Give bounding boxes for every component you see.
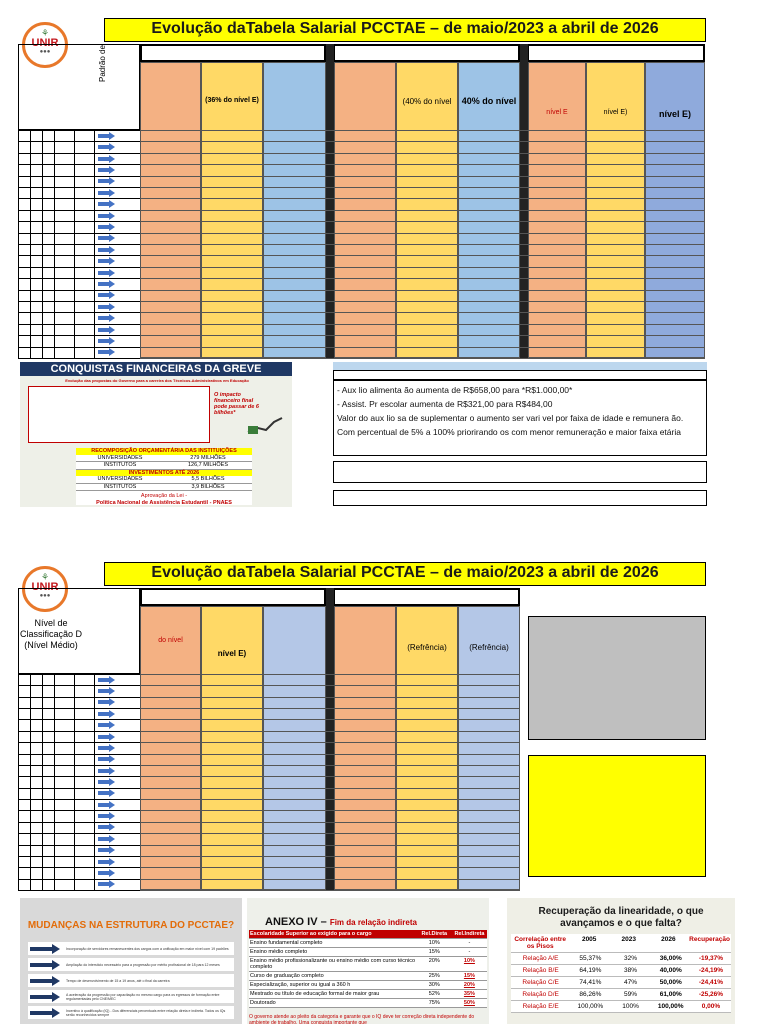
arrow-right-icon (98, 348, 116, 356)
row-line (140, 788, 520, 789)
arrow-right-icon (98, 846, 116, 854)
left-rows-block-2 (18, 674, 140, 890)
anexo-cell: 10% (428, 940, 440, 946)
arrow-right-icon (98, 687, 116, 695)
arrow-right-icon (98, 880, 116, 888)
row-line (140, 810, 520, 811)
anexo-cell: Doutorado (250, 1000, 276, 1006)
anexo-cell: - (468, 940, 471, 946)
arrow-right-icon (98, 778, 116, 786)
greve-title: CONQUISTAS FINANCEIRAS DA GREVE (20, 362, 292, 376)
mudancas-list (28, 942, 234, 1022)
row-line (140, 754, 520, 755)
recup-cell: 59% (624, 991, 638, 998)
anexo-table (249, 930, 487, 1008)
arrow-right-icon (98, 280, 116, 288)
col-label-8: nível E) (217, 649, 247, 658)
col-label-4: nível E (546, 109, 568, 116)
anexo-cell: Especialização, superior ou igual a 360 h (250, 982, 351, 988)
grid-cell (74, 347, 95, 359)
recup-cell: -24,19% (698, 967, 724, 974)
unir-logo: ⚘ UNIR ●●● (22, 22, 68, 68)
arrow-right-icon (98, 869, 116, 877)
recup-row (511, 977, 731, 989)
recup-cell: 2026 (661, 936, 676, 943)
mudancas-item-text: Ampliação do interstício necessário para a progressão por mérito profissional de 18 para 12 meses (66, 962, 220, 967)
info-line-1: - Aux lio alimenta ão aumenta de R$658,00 para *R$1.000,00* (337, 385, 573, 395)
recup-cell: 32% (624, 955, 638, 962)
row-line (140, 141, 705, 142)
info-empty-box-1 (333, 461, 707, 483)
arrow-right-icon (98, 291, 116, 299)
recomp-row-inst: INSTITUTOS 126,7 MILHÕES (76, 462, 252, 470)
info-blue-strip (333, 362, 707, 370)
info-empty-box-2 (333, 490, 707, 506)
side-label: Padrão de (98, 45, 107, 82)
grid-cell (54, 347, 75, 359)
row-line (140, 312, 705, 313)
mudancas-item-text: Incentivo à qualificação (IQ) - Dos diferenciais percentuais entre relação direta e indireta. Todos os IQs serão reconhecidos sempre (66, 1008, 226, 1017)
mudancas-title: MUDANÇAS NA ESTRUTURA DO PCCTAE? (27, 920, 235, 931)
arrow-right-icon (98, 177, 116, 185)
anexo-header-row (249, 930, 487, 939)
arrow-right-icon (28, 1008, 62, 1018)
row-line (140, 358, 705, 359)
col-label-2: (40% do nível (402, 97, 452, 106)
mudancas-item (28, 990, 234, 1003)
recup-cell: Relação E/E (522, 1003, 559, 1010)
recup-table (511, 934, 731, 1013)
greve-panel (20, 362, 292, 507)
recup-cell: 100% (622, 1003, 639, 1010)
recup-row (511, 965, 731, 977)
recomp-row-univ: UNIVERSIDADES 279 MILHÕES (76, 455, 252, 463)
arrow-right-icon (98, 733, 116, 741)
row-line (140, 290, 705, 291)
row-line (140, 244, 705, 245)
mudancas-item-text: A aceleração da progressão por capacitação no mesmo cargo para os egressos de formação entre regulamentadas pelo CNE/MEC (66, 992, 220, 1001)
anexo-cell: 50% (463, 1000, 475, 1006)
header-box-4 (140, 588, 326, 606)
anexo-cell: 52% (428, 991, 440, 997)
arrow-right-icon (28, 992, 62, 1002)
header-box-2 (333, 44, 520, 62)
recup-cell: -24,41% (698, 979, 724, 986)
row-line (140, 198, 705, 199)
mudancas-item-text: Tempo de desenvolvimento de 15 a 19 anos, até o final da carreira (66, 978, 170, 983)
arrow-right-icon (98, 257, 116, 265)
arrow-right-icon (98, 326, 116, 334)
recup-cell: 36,00% (659, 955, 682, 962)
row-line (140, 164, 705, 165)
recup-cell: 50,00% (659, 979, 682, 986)
greve-budget-table (76, 448, 252, 505)
arrow-right-icon (98, 721, 116, 729)
unir-logo-2: ⚘ UNIR ●●● (22, 566, 68, 612)
recup-row (511, 1001, 731, 1013)
recup-cell: Relação B/E (522, 967, 559, 974)
row-line (140, 267, 705, 268)
recup-panel (507, 898, 735, 1024)
recup-cell: 64,19% (579, 967, 602, 974)
greve-callout: O impacto financeiro final pode passar de 6 bilhões* (214, 392, 259, 416)
arrow-right-icon (98, 789, 116, 797)
mudancas-item (28, 942, 234, 955)
col-label-1: (36% do nível E) (205, 97, 259, 104)
arrow-right-icon (98, 269, 116, 277)
recup-header-row (511, 934, 731, 953)
arrow-right-icon (98, 200, 116, 208)
anexo-row (249, 981, 487, 990)
row-line (140, 731, 520, 732)
recup-cell: Relação D/E (522, 991, 559, 998)
arrow-right-icon (98, 835, 116, 843)
info-text-box (333, 380, 707, 456)
info-line-2: - Assist. Pr escolar aumenta de R$321,00 para R$484,00 (337, 399, 553, 409)
recup-cell: 74,41% (579, 979, 602, 986)
info-line-3: Valor do aux lio sa de suplementar o aumento ser vari vel por faixa de idade e remunera ão. Com percentual de 5% a 100% priorirando os com menor remuneração e maior faixa etária (337, 413, 684, 437)
arrow-right-icon (98, 676, 116, 684)
recup-cell: 47% (624, 979, 638, 986)
invest-row-inst: INSTITUTOS 3,9 BILHÕES (76, 484, 252, 492)
arrow-right-icon (98, 812, 116, 820)
row-line (140, 153, 705, 154)
recup-cell: -25,26% (698, 991, 724, 998)
arrow-right-icon (98, 132, 116, 140)
anexo-cell: 15% (463, 973, 475, 979)
row-line (140, 210, 705, 211)
recup-cell: 38% (624, 967, 638, 974)
row-line (140, 324, 705, 325)
row-line (140, 301, 705, 302)
arrow-right-icon (98, 234, 116, 242)
anexo-cell: 75% (428, 1000, 440, 1006)
row-line (140, 697, 520, 698)
pnaes-text: Política Nacional de Assistência Estudantil - PNAES (96, 499, 232, 506)
col-label-9: (Refrência) (407, 643, 447, 652)
row-line (140, 719, 520, 720)
row-line (140, 255, 705, 256)
arrow-right-icon (98, 143, 116, 151)
anexo-cell: 25% (428, 973, 440, 979)
row-line (140, 187, 705, 188)
row-lines-page1 (140, 130, 705, 358)
row-line (140, 233, 705, 234)
anexo-cell: 30% (428, 982, 440, 988)
yellow-box (528, 755, 706, 877)
row-line (140, 708, 520, 709)
invest-row-univ: UNIVERSIDADES 5,5 BILHÕES (76, 476, 252, 484)
arrow-right-icon (98, 755, 116, 763)
anexo-panel (247, 898, 489, 1024)
arrow-right-icon (98, 303, 116, 311)
row-line (140, 879, 520, 880)
recup-cell: 2023 (621, 936, 637, 943)
side-label-2: Nível de Classificação D (Nível Médio) (19, 618, 83, 650)
growth-chart-icon (246, 414, 284, 436)
recup-cell: Relação C/E (522, 979, 559, 986)
arrow-right-icon (28, 944, 62, 954)
header-box-5 (333, 588, 520, 606)
greve-proposals-table (28, 386, 210, 443)
recup-cell: 55,37% (579, 955, 602, 962)
arrow-right-icon (98, 337, 116, 345)
anexo-cell: 15% (428, 949, 440, 955)
arrow-right-icon (98, 801, 116, 809)
arrow-right-icon (98, 858, 116, 866)
anexo-row (249, 990, 487, 999)
arrow-right-icon (98, 246, 116, 254)
row-line (140, 278, 705, 279)
row-lines-page2 (140, 674, 520, 890)
arrow-right-icon (98, 698, 116, 706)
anexo-cell: - (468, 949, 471, 955)
row-line (140, 685, 520, 686)
recup-title: Recuperação da linearidade, o que avançamos e o que falta? (538, 906, 704, 929)
row-line (140, 890, 520, 891)
mudancas-panel (20, 898, 242, 1024)
anexo-cell: 20% (463, 982, 475, 988)
arrow-right-icon (98, 166, 116, 174)
recup-cell: 40,00% (659, 967, 682, 974)
info-top-cell (333, 370, 707, 380)
mudancas-item (28, 1006, 234, 1019)
row-line (140, 176, 705, 177)
recup-row (511, 953, 731, 965)
col-label-10: (Refrência) (469, 643, 509, 652)
row-line (140, 347, 705, 348)
recup-cell: 100,00% (577, 1003, 604, 1010)
anexo-title: ANEXO IV – Fim da relação indireta (265, 916, 417, 928)
header-box-1 (140, 44, 326, 62)
col-label-7: do nível (158, 637, 183, 644)
anexo-cell: Ensino médio profissionalizante ou ensino médio com curso técnico completo (250, 958, 416, 970)
anexo-footer: O governo atende ao pleito da categoria e garante que o IQ deve ter correção direta independente do ambiente de trabalho. Uma conquista importante que (249, 1014, 475, 1024)
row-line (140, 765, 520, 766)
recup-cell: 100,00% (657, 1003, 684, 1010)
page2-title: Evolução daTabela Salarial PCCTAE – de maio/2023 a abril de 2026 (104, 562, 706, 586)
left-header-cell (18, 44, 140, 130)
approval-text: Aprovação da Lei - (140, 493, 188, 499)
recup-cell: Correlação entre os Pisos (514, 936, 567, 950)
gray-box (528, 616, 706, 740)
row-line (140, 674, 520, 675)
arrow-right-icon (98, 767, 116, 775)
anexo-cell: Ensino médio completo (250, 949, 308, 955)
anexo-row (249, 948, 487, 957)
left-rows-block (18, 130, 140, 358)
recup-cell: 61,00% (659, 991, 682, 998)
row-line (140, 335, 705, 336)
invest-header: INVESTIMENTOS ATÉ 2026 (76, 470, 252, 477)
anexo-cell: 10% (463, 958, 475, 964)
arrow-right-icon (28, 976, 62, 986)
arrow-right-icon (98, 212, 116, 220)
mudancas-item-text: Incorporação de servidores remanescentes dos cargos com a unificação em maior nível com 19 padrões (66, 946, 229, 951)
page1-title: Evolução daTabela Salarial PCCTAE – de maio/2023 a abril de 2026 (104, 18, 706, 42)
recup-cell: 86,26% (579, 991, 602, 998)
anexo-cell: Curso de graduação completo (250, 973, 324, 979)
arrow-right-icon (98, 314, 116, 322)
recup-cell: 0,00% (701, 1003, 721, 1010)
anexo-row (249, 957, 487, 972)
arrow-right-icon (98, 823, 116, 831)
anexo-cell: Ensino fundamental completo (250, 940, 323, 946)
col-label-3: 40% do nível (461, 96, 517, 106)
mudancas-item (28, 958, 234, 971)
greve-subtitle: Evolução das propostas do Governo para a carreira dos Técnicos-Administrativos em Educação (65, 378, 249, 383)
row-line (140, 867, 520, 868)
recup-cell: -19,37% (698, 955, 724, 962)
row-line (140, 845, 520, 846)
anexo-row (249, 939, 487, 948)
recup-cell: 2005 (581, 936, 597, 943)
row-line (140, 822, 520, 823)
anexo-row (249, 999, 487, 1008)
arrow-right-icon (98, 155, 116, 163)
arrow-right-icon (98, 189, 116, 197)
row-line (140, 856, 520, 857)
row-line (140, 130, 705, 131)
recup-cell: Relação A/E (522, 955, 559, 962)
col-label-5: nível E) (603, 109, 628, 116)
mudancas-item (28, 974, 234, 987)
col-label-6: nível E) (658, 109, 691, 119)
header-box-3 (527, 44, 705, 62)
anexo-cell: 35% (463, 991, 475, 997)
row-line (140, 221, 705, 222)
recup-row (511, 989, 731, 1001)
anexo-cell: Mestrado ou título de educação formal de maior grau (250, 991, 380, 997)
anexo-cell: Rel.Direta (421, 931, 448, 937)
anexo-row (249, 972, 487, 981)
arrow-right-icon (28, 960, 62, 970)
anexo-cell: Escolaridade Superior ao exigido para o cargo (250, 931, 372, 937)
recup-cell: Recuperação (689, 936, 730, 943)
arrow-right-icon (98, 223, 116, 231)
grid-cell (74, 879, 95, 891)
row-line (140, 833, 520, 834)
recomp-header: RECOMPOSIÇÃO ORÇAMENTÁRIA DAS INSTITUIÇÕES (76, 448, 252, 455)
row-line (140, 742, 520, 743)
arrow-right-icon (98, 710, 116, 718)
row-line (140, 799, 520, 800)
anexo-cell: 20% (428, 958, 440, 964)
row-line (140, 776, 520, 777)
anexo-cell: Rel.Indireta (454, 931, 485, 937)
grid-cell (54, 879, 75, 891)
arrow-right-icon (98, 744, 116, 752)
